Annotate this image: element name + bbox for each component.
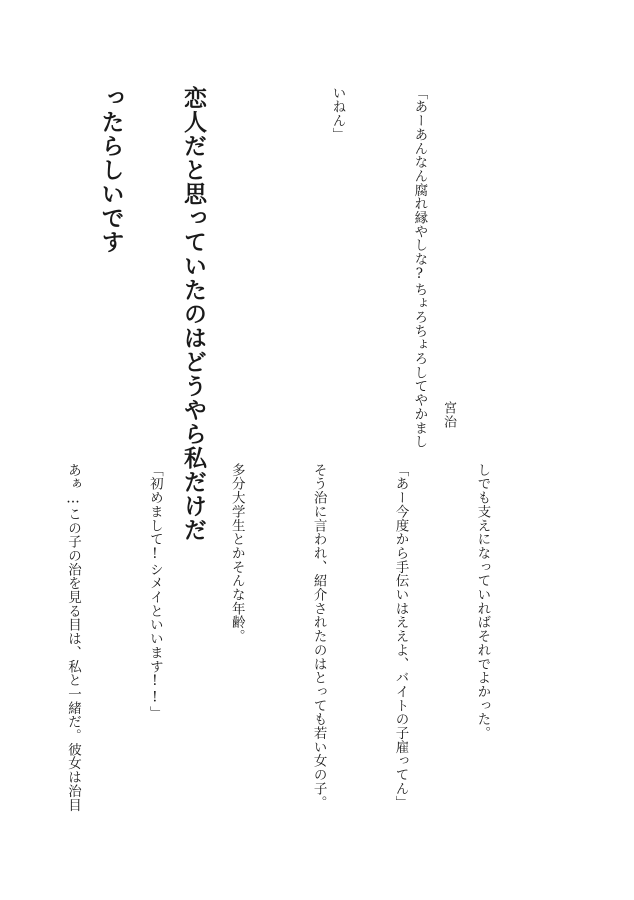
body-line	[0, 463, 4, 835]
body-line: あぁ…この子の治を見る目は、私と一緒だ。彼女は治目	[64, 463, 81, 812]
body-line: そう治に言われ、紹介されたのはとっても若い女の子。	[310, 463, 327, 810]
story-title: 恋人だと思っていたのはどうやら私だけだ	[180, 86, 208, 542]
spacer	[35, 86, 42, 446]
lower-text-block	[0, 463, 550, 835]
body-line: 多分大学生とかそんな年齢。	[228, 463, 245, 644]
opening-line: いねん」	[329, 86, 346, 142]
upper-text-block	[0, 86, 487, 542]
spacer	[262, 86, 269, 446]
opening-line: 「あーあんなん腐れ縁やしな?ちょろちょろしてやかまし	[411, 86, 428, 449]
body-line: 「初めまして!シメイといいます!!」	[146, 463, 163, 720]
body-line: 「あー今度から手伝いはええよ、バイトの子雇ってん」	[392, 463, 409, 810]
body-line: しでも支えになっていればそれでよかった。	[474, 463, 491, 740]
story-title: ったらしいです	[97, 86, 125, 254]
author-name: 宮治	[441, 401, 456, 429]
